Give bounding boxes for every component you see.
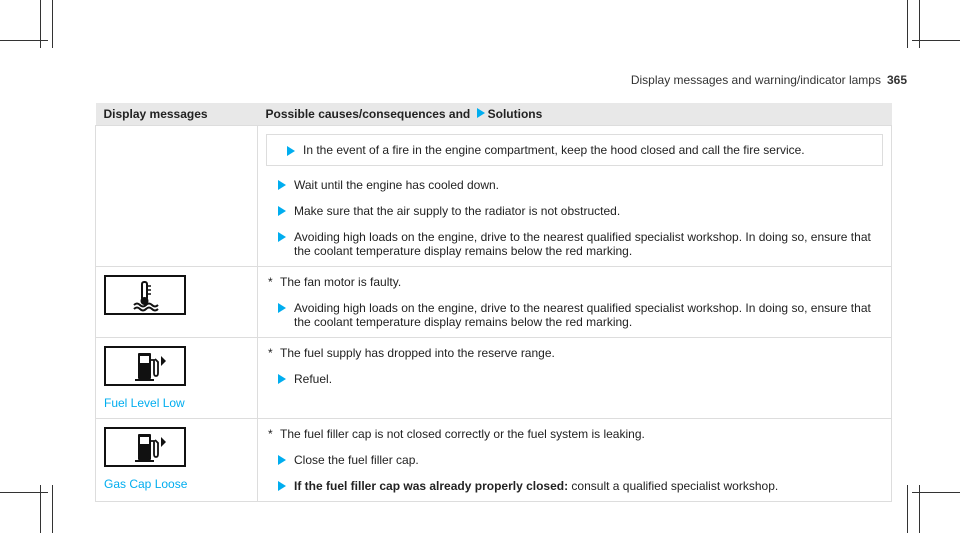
- crop-mark: [907, 0, 908, 48]
- list-item: Close the fuel filler cap.: [266, 453, 883, 467]
- cause-text: * The fuel filler cap is not closed correctly or the fuel system is leaking.: [268, 427, 645, 441]
- table-row: [96, 267, 892, 338]
- row2-display: [96, 338, 258, 419]
- coolant-temperature-icon: [104, 275, 186, 315]
- arrow-icon: [278, 455, 286, 465]
- col-causes: Possible causes/consequences and Solutions: [258, 103, 892, 126]
- arrow-icon: [278, 374, 286, 384]
- crop-mark: [0, 40, 48, 41]
- crop-mark: [907, 485, 908, 533]
- row0-content: [258, 126, 892, 267]
- list-item: If the fuel filler cap was already properly closed: consult a qualified specialist workshop.: [266, 479, 883, 493]
- cause-text: * The fuel supply has dropped into the reserve range.: [268, 346, 555, 360]
- crop-mark: [912, 40, 960, 41]
- boxed-step: In the event of a fire in the engine compartment, keep the hood closed and call the fire service.: [266, 134, 883, 166]
- table-header: [96, 103, 892, 126]
- fuel-pump-icon: [104, 346, 186, 386]
- arrow-icon: [477, 108, 485, 118]
- arrow-icon: [278, 481, 286, 491]
- row1-content: [258, 267, 892, 338]
- list-item: Refuel.: [266, 372, 883, 386]
- page-header: [631, 73, 907, 87]
- row0-display: [96, 126, 258, 267]
- page-number: 365: [886, 73, 907, 87]
- header-title: Display messages and warning/indicator lamps: [630, 73, 881, 87]
- gas-cap-loose-label: Gas Cap Loose: [104, 477, 188, 491]
- row2-content: [258, 338, 892, 419]
- row3-content: [258, 419, 892, 502]
- cause-text: * The fan motor is faulty.: [268, 275, 402, 289]
- list-item: Avoiding high loads on the engine, drive to the nearest qualified specialist workshop. In doing so, ensure that the coolant temperature display remains below the red marking.: [266, 230, 883, 258]
- crop-mark: [52, 485, 53, 533]
- fuel-level-low-label: Fuel Level Low: [104, 396, 185, 410]
- list-item: Avoiding high loads on the engine, drive to the nearest qualified specialist workshop. In doing so, ensure that the coolant temperature display remains below the red marking.: [266, 301, 883, 329]
- list-item: Wait until the engine has cooled down.: [266, 178, 883, 192]
- arrow-icon: [278, 232, 286, 242]
- row3-display: [96, 419, 258, 502]
- col-display-messages: Display messages: [96, 103, 258, 126]
- arrow-icon: [278, 180, 286, 190]
- crop-mark: [52, 0, 53, 48]
- row1-display: [96, 267, 258, 338]
- table-row: [96, 419, 892, 502]
- arrow-icon: [278, 206, 286, 216]
- table-row: [96, 126, 892, 267]
- list-item: Make sure that the air supply to the radiator is not obstructed.: [266, 204, 883, 218]
- crop-mark: [912, 492, 960, 493]
- arrow-icon: [287, 146, 295, 156]
- fuel-pump-icon: [104, 427, 186, 467]
- crop-mark: [0, 492, 48, 493]
- arrow-icon: [278, 303, 286, 313]
- table-row: [96, 338, 892, 419]
- messages-table: [95, 103, 892, 502]
